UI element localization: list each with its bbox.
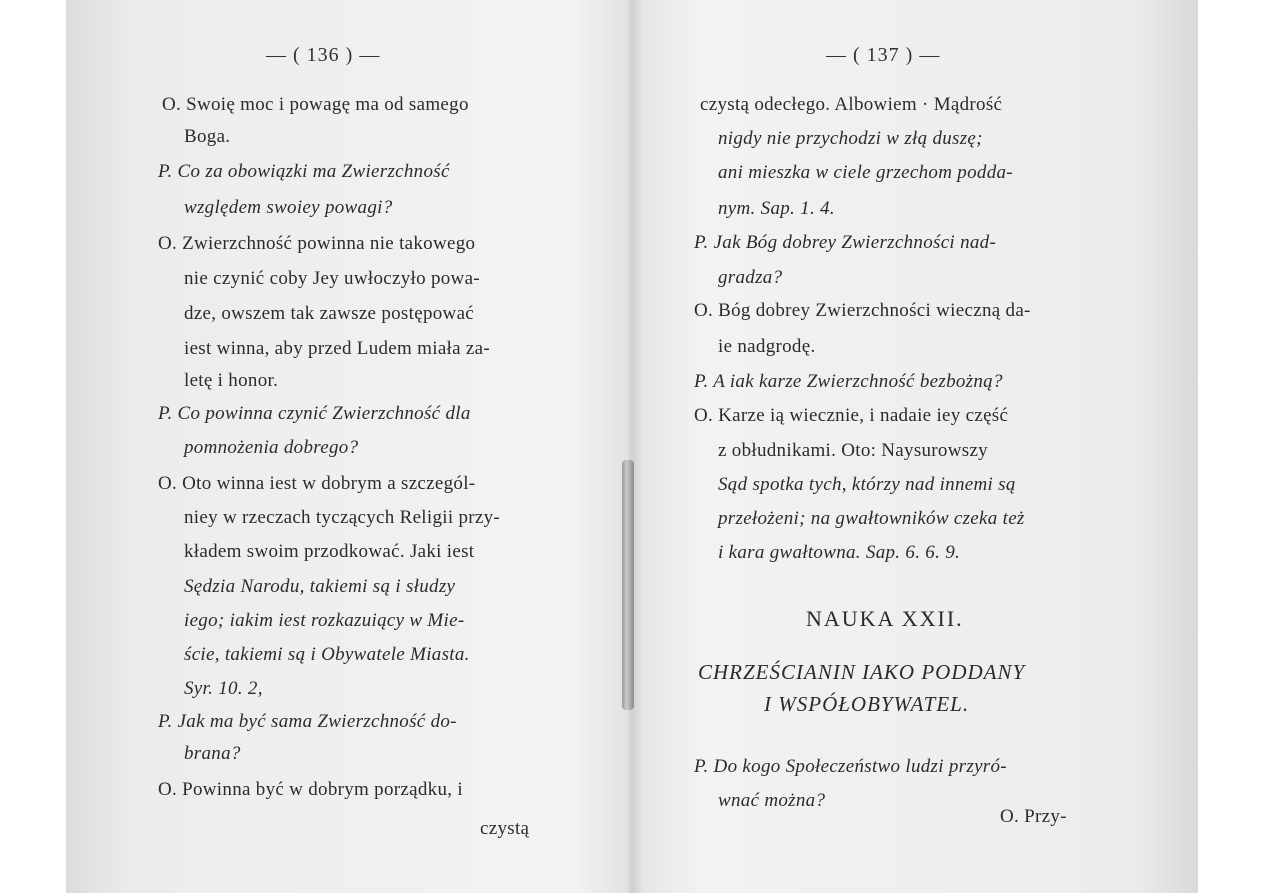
text-line: brana? bbox=[184, 743, 241, 764]
right-page bbox=[626, 0, 1198, 893]
text-line: pomnożenia dobrego? bbox=[184, 437, 359, 458]
text-line: O. Powinna być w dobrym porządku, i bbox=[158, 779, 463, 800]
text-line: nigdy nie przychodzi w złą duszę; bbox=[718, 128, 983, 149]
text-line: O. Karze ią wiecznie, i nadaie iey część bbox=[694, 405, 1009, 426]
text-line: i kara gwałtowna. Sap. 6. 6. 9. bbox=[718, 542, 961, 563]
text-line: O. Swoię moc i powagę ma od samego bbox=[162, 94, 469, 115]
text-line: P. A iak karze Zwierzchność bezbożną? bbox=[694, 371, 1003, 392]
text-line: Syr. 10. 2, bbox=[184, 678, 263, 699]
text-line: Sędzia Narodu, takiemi są i słudzy bbox=[184, 576, 456, 597]
text-line: P. Co za obowiązki ma Zwierzchność bbox=[158, 161, 450, 182]
text-line: niey w rzeczach tyczących Religii przy- bbox=[184, 507, 501, 528]
text-line: P. Jak ma być sama Zwierzchność do- bbox=[158, 711, 457, 732]
text-line: dze, owszem tak zawsze postępować bbox=[184, 303, 475, 324]
text-line: czystą odecłego. Albowiem · Mądrość bbox=[700, 94, 1003, 115]
text-line: ie nadgrodę. bbox=[718, 336, 816, 357]
text-line: wnać można? bbox=[718, 790, 826, 811]
text-line: iest winna, aby przed Ludem miała za- bbox=[184, 338, 491, 359]
text-line: P. Co powinna czynić Zwierzchność dla bbox=[158, 403, 471, 424]
text-line: O. Bóg dobrey Zwierzchności wieczną da- bbox=[694, 300, 1031, 321]
catchword: O. Przy- bbox=[1000, 806, 1067, 827]
left-page bbox=[66, 0, 616, 893]
text-line: P. Jak Bóg dobrey Zwierzchności nad- bbox=[694, 232, 997, 253]
text-line: ani mieszka w ciele grzechom podda- bbox=[718, 162, 1013, 183]
section-title: NAUKA XXII. bbox=[806, 606, 964, 631]
text-line: z obłudnikami. Oto: Naysurowszy bbox=[718, 440, 988, 461]
text-line: P. Do kogo Społeczeństwo ludzi przyró- bbox=[694, 756, 1007, 777]
page-number-136: — ( 136 ) — bbox=[266, 44, 381, 66]
text-line: względem swoiey powagi? bbox=[184, 197, 393, 218]
text-line: O. Oto winna iest w dobrym a szczegól- bbox=[158, 473, 476, 494]
text-line: ście, takiemi są i Obywatele Miasta. bbox=[184, 644, 470, 665]
text-line: przełożeni; na gwałtowników czeka też bbox=[718, 508, 1025, 529]
section-subtitle: I WSPÓŁOBYWATEL. bbox=[764, 692, 970, 716]
text-line: gradza? bbox=[718, 267, 783, 288]
text-line: Boga. bbox=[184, 126, 231, 147]
text-line: nym. Sap. 1. 4. bbox=[718, 198, 835, 219]
text-line: iego; iakim iest rozkazuiący w Mie- bbox=[184, 610, 465, 631]
text-line: letę i honor. bbox=[184, 370, 279, 391]
text-line: O. Zwierzchność powinna nie takowego bbox=[158, 233, 476, 254]
text-line: kładem swoim przodkować. Jaki iest bbox=[184, 541, 475, 562]
text-line: Sąd spotka tych, którzy nad innemi są bbox=[718, 474, 1016, 495]
text-line: nie czynić coby Jey uwłoczyło powa- bbox=[184, 268, 480, 289]
section-subtitle: CHRZEŚCIANIN IAKO PODDANY bbox=[698, 660, 1026, 684]
page-number-137: — ( 137 ) — bbox=[826, 44, 941, 66]
catchword: czystą bbox=[480, 818, 530, 839]
